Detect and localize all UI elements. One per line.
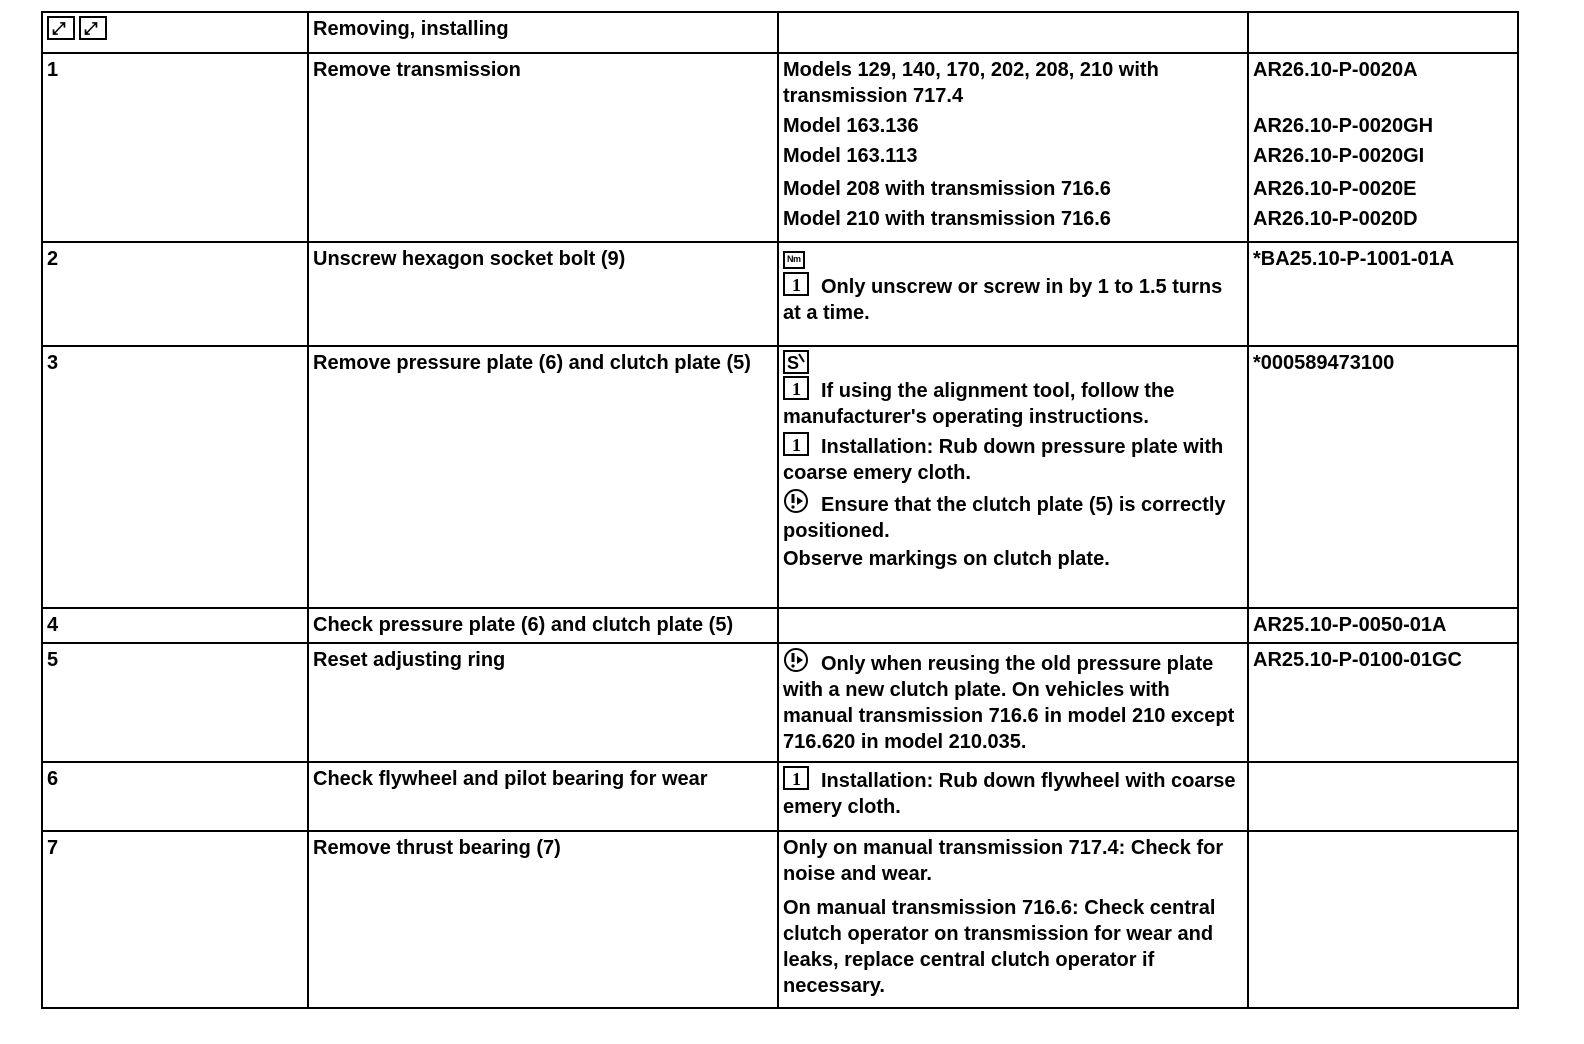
reference-link[interactable]: AR26.10-P-0020GH xyxy=(1253,115,1434,137)
note-text: 1 Only unscrew or screw in by 1 to 1.5 turns at a time. xyxy=(783,272,1243,326)
notes-cell xyxy=(778,346,1248,608)
note-text: Only on manual transmission 717.4: Check for noise and wear. xyxy=(783,837,1224,885)
note-text: On manual transmission 716.6: Check central clutch operator on transmission for wear and leaks, replace central clutch operator if necessary. xyxy=(783,897,1216,997)
svg-text:1: 1 xyxy=(792,275,801,295)
table-row xyxy=(42,242,1518,346)
procedure-table xyxy=(41,11,1519,1009)
condition-text: Model 163.136 xyxy=(783,115,919,137)
condition-text: Model 210 with transmission 716.6 xyxy=(783,208,1111,230)
note-text: Observe markings on clutch plate. xyxy=(783,548,1110,570)
header-title: Removing, installing xyxy=(308,12,778,53)
step-number: 6 xyxy=(42,762,308,831)
refs-cell xyxy=(1248,53,1518,242)
step-text: Remove thrust bearing (7) xyxy=(308,831,778,1008)
table-row xyxy=(42,643,1518,762)
reference-link[interactable]: AR26.10-P-0020D xyxy=(1253,208,1418,230)
step-text: Unscrew hexagon socket bolt (9) xyxy=(308,242,778,346)
step-text: Check pressure plate (6) and clutch plate (5) xyxy=(308,608,778,643)
reference-link[interactable]: *BA25.10-P-1001-01A xyxy=(1248,242,1518,346)
warning-circle-icon xyxy=(783,647,809,673)
notes-cell xyxy=(778,831,1248,1008)
special-tool-icon[interactable] xyxy=(783,350,809,374)
step-number: 4 xyxy=(42,608,308,643)
step-text: Check flywheel and pilot bearing for wear xyxy=(308,762,778,831)
reference-link[interactable]: AR25.10-P-0050-01A xyxy=(1248,608,1518,643)
note-text: 1 Installation: Rub down flywheel with coarse emery cloth. xyxy=(783,766,1243,820)
step-number: 5 xyxy=(42,643,308,762)
info-icon xyxy=(783,766,809,790)
header-icons-cell xyxy=(42,12,308,53)
step-number: 3 xyxy=(42,346,308,608)
info-icon xyxy=(783,272,809,296)
reference-link[interactable]: AR26.10-P-0020GI xyxy=(1253,145,1425,167)
note-text: Only when reusing the old pressure plate with a new clutch plate. On vehicles with manual transmission 716.6 in model 210 except 716.620 in model 210.035. xyxy=(783,647,1243,755)
table-row xyxy=(42,346,1518,608)
conditions-cell xyxy=(778,53,1248,242)
step-number: 7 xyxy=(42,831,308,1008)
step-number: 1 xyxy=(42,53,308,242)
collapse-icon[interactable] xyxy=(79,16,107,40)
table-row xyxy=(42,608,1518,643)
reference-link[interactable]: AR26.10-P-0020A xyxy=(1253,59,1418,81)
reference-link[interactable]: AR25.10-P-0100-01GC xyxy=(1248,643,1518,762)
table-row xyxy=(42,831,1518,1008)
svg-text:S: S xyxy=(787,353,800,373)
step-number: 2 xyxy=(42,242,308,346)
info-icon xyxy=(783,376,809,400)
info-icon xyxy=(783,432,809,456)
reference-link[interactable]: *000589473100 xyxy=(1248,346,1518,608)
table-header-row xyxy=(42,12,1518,53)
condition-text: Model 163.113 xyxy=(783,145,918,167)
svg-text:1: 1 xyxy=(792,435,801,455)
notes-cell xyxy=(778,242,1248,346)
reference-link[interactable]: AR26.10-P-0020E xyxy=(1253,178,1417,200)
svg-text:1: 1 xyxy=(792,769,801,789)
step-text: Remove transmission xyxy=(308,53,778,242)
notes-cell xyxy=(778,643,1248,762)
svg-text:1: 1 xyxy=(792,379,801,399)
table-row xyxy=(42,762,1518,831)
table-row xyxy=(42,53,1518,242)
expand-icon[interactable] xyxy=(47,16,75,40)
notes-cell xyxy=(778,762,1248,831)
torque-icon[interactable]: Nm xyxy=(783,251,805,269)
step-text: Reset adjusting ring xyxy=(308,643,778,762)
condition-text: Model 208 with transmission 716.6 xyxy=(783,178,1111,200)
note-text: Ensure that the clutch plate (5) is correctly positioned. xyxy=(783,488,1243,544)
step-text: Remove pressure plate (6) and clutch plate (5) xyxy=(308,346,778,608)
note-text: 1 Installation: Rub down pressure plate with coarse emery cloth. xyxy=(783,432,1243,486)
warning-circle-icon xyxy=(783,488,809,514)
condition-text: Models 129, 140, 170, 202, 208, 210 with transmission 717.4 xyxy=(783,59,1159,107)
note-text: 1 If using the alignment tool, follow the manufacturer's operating instructions. xyxy=(783,376,1243,430)
